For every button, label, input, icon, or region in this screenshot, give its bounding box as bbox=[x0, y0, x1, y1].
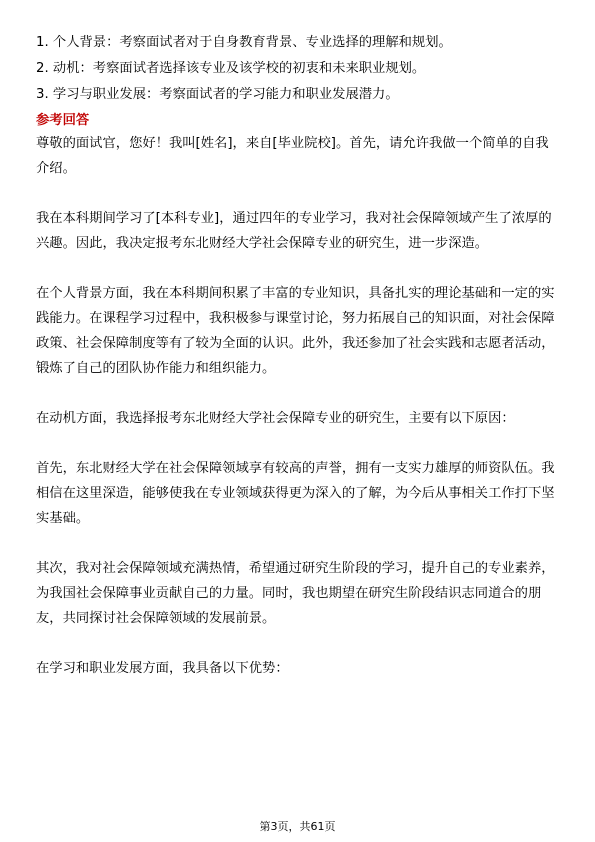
paragraph: 在个人背景方面，我在本科期间积累了丰富的专业知识，具备扎实的理论基础和一定的实践能力。在课程学习过程中，我积极参与课堂讨论，努力拓展自己的知识面，对社会保障政策、社会保障制度等有了较为全面的认识。此外，我还参加了社会实践和志愿者活动，锻炼了自己的团队协作能力和组织能力。 bbox=[36, 286, 555, 376]
paragraph: 我在本科期间学习了[本科专业]，通过四年的专业学习，我对社会保障领域产生了浓厚的兴趣。因此，我决定报考东北财经大学社会保障专业的研究生，进一步深造。 bbox=[36, 211, 552, 251]
list-item: 2. 动机：考察面试者选择该专业及该学校的初衷和未来职业规划。 bbox=[36, 61, 426, 76]
paragraph-gap bbox=[36, 531, 560, 556]
page-number-footer: 第3页，共61页 bbox=[259, 820, 336, 833]
document-body bbox=[36, 33, 560, 681]
paragraph: 在学习和职业发展方面，我具备以下优势： bbox=[36, 661, 289, 676]
list-item: 1. 个人背景：考察面试者对于自身教育背景、专业选择的理解和规划。 bbox=[36, 35, 452, 50]
paragraph-gap bbox=[36, 181, 560, 206]
section-heading: 参考回答 bbox=[36, 113, 90, 128]
paragraph: 尊敬的面试官，您好！我叫[姓名]，来自[毕业院校]。首先，请允许我做一个简单的自我介绍。 bbox=[36, 136, 549, 176]
question-points-list bbox=[36, 33, 560, 105]
paragraph-gap bbox=[36, 381, 560, 406]
paragraph-gap bbox=[36, 256, 560, 281]
paragraph: 其次，我对社会保障领域充满热情，希望通过研究生阶段的学习，提升自己的专业素养，为我国社会保障事业贡献自己的力量。同时，我也期望在研究生阶段结识志同道合的朋友，共同探讨社会保障领域的发展前景。 bbox=[36, 561, 555, 626]
list-item: 3. 学习与职业发展：考察面试者的学习能力和职业发展潜力。 bbox=[36, 87, 399, 102]
paragraph-gap bbox=[36, 631, 560, 656]
paragraph: 首先，东北财经大学在社会保障领域享有较高的声誉，拥有一支实力雄厚的师资队伍。我相信在这里深造，能够使我在专业领域获得更为深入的了解，为今后从事相关工作打下坚实基础。 bbox=[36, 461, 555, 526]
paragraph-gap bbox=[36, 431, 560, 456]
paragraph: 在动机方面，我选择报考东北财经大学社会保障专业的研究生，主要有以下原因： bbox=[36, 411, 515, 426]
